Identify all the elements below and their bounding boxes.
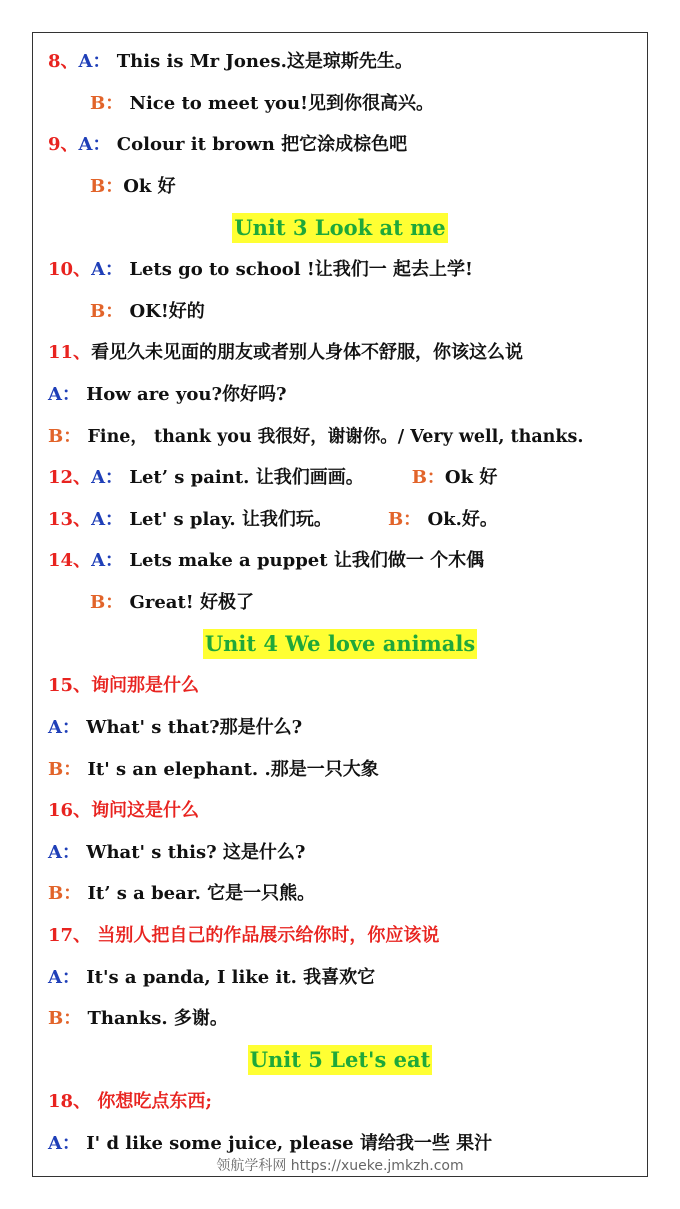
speaker-b: B： xyxy=(90,93,124,114)
line-text: It' s an elephant. .那是一只大象 xyxy=(87,759,379,780)
unit-3-heading xyxy=(0,213,680,245)
line-text: Thanks. 多谢。 xyxy=(87,1008,228,1029)
speaker-a: A： xyxy=(78,51,111,72)
item-number: 10、 xyxy=(48,259,92,280)
dialogue-line-14b xyxy=(90,587,254,619)
item-number: 16、 xyxy=(48,800,92,821)
speaker-a: A： xyxy=(78,134,111,155)
item-number: 14、 xyxy=(48,550,92,571)
line-text: Lets make a puppet 让我们做一 个木偶 xyxy=(129,550,485,571)
line-text: It’ s a bear. 它是一只熊。 xyxy=(87,883,316,904)
question-line-16 xyxy=(48,795,199,827)
speaker-b: B： xyxy=(90,301,124,322)
line-text: Lets go to school !让我们一 起去上学! xyxy=(129,259,473,280)
line-text: Great! 好极了 xyxy=(129,592,254,613)
speaker-b: B： xyxy=(90,592,124,613)
speaker-b: B： xyxy=(48,1008,82,1029)
line-text: Nice to meet you!见到你很高兴。 xyxy=(129,93,435,114)
item-number: 8、 xyxy=(48,51,79,72)
unit-title: Unit 5 Let's eat xyxy=(248,1045,433,1075)
item-number: 12、 xyxy=(48,467,92,488)
line-text: Fine， thank you 我很好，谢谢你。/ Very well, thanks. xyxy=(87,427,584,447)
item-number: 17、 xyxy=(48,925,92,946)
line-text-b: Ok.好。 xyxy=(427,509,498,530)
question-line-15 xyxy=(48,670,199,702)
speaker-a: A： xyxy=(48,384,80,405)
item-number: 11、 xyxy=(48,342,92,363)
speaker-b: B： xyxy=(387,509,422,530)
speaker-a: A： xyxy=(91,467,124,488)
unit-title: Unit 3 Look at me xyxy=(232,213,447,243)
line-text: What' s this? 这是什么? xyxy=(86,842,306,863)
dialogue-line-13 xyxy=(48,504,498,536)
line-text: It's a panda, I like it. 我喜欢它 xyxy=(86,967,376,988)
unit-5-heading xyxy=(0,1045,680,1077)
dialogue-line-15a xyxy=(48,712,302,744)
question-line-17 xyxy=(48,920,439,952)
speaker-a: A： xyxy=(91,259,124,280)
dialogue-line-10a xyxy=(48,254,473,286)
dialogue-line-9a xyxy=(48,129,407,161)
line-text-a: Let' s play. 让我们玩。 xyxy=(129,509,332,530)
line-text: This is Mr Jones.这是琼斯先生。 xyxy=(116,51,413,72)
line-text: What' s that?那是什么? xyxy=(86,717,303,738)
dialogue-line-14a xyxy=(48,545,484,577)
question-line-18 xyxy=(48,1086,212,1118)
item-number: 18、 xyxy=(48,1091,92,1112)
item-number: 15、 xyxy=(48,675,92,696)
speaker-a: A： xyxy=(48,842,80,863)
unit-title: Unit 4 We love animals xyxy=(203,629,477,659)
speaker-b: B： xyxy=(90,176,124,197)
dialogue-line-8a xyxy=(48,46,413,78)
speaker-a: A： xyxy=(91,509,124,530)
line-text: 询问那是什么 xyxy=(91,675,200,696)
dialogue-line-9b xyxy=(90,171,176,203)
line-text: Ok 好 xyxy=(123,176,176,197)
speaker-a: A： xyxy=(48,717,80,738)
footer-watermark: 领航学科网 https://xueke.jmkzh.com xyxy=(216,1158,464,1174)
speaker-b: B： xyxy=(48,426,82,447)
unit-4-heading xyxy=(0,629,680,661)
speaker-a: A： xyxy=(48,967,80,988)
speaker-a: A： xyxy=(91,550,124,571)
line-text: 看见久未见面的朋友或者别人身体不舒服，你该这么说 xyxy=(91,342,524,363)
dialogue-line-11b xyxy=(48,421,583,453)
speaker-b: B： xyxy=(48,759,82,780)
dialogue-line-12 xyxy=(48,462,497,494)
line-text: I' d like some juice, please 请给我一些 果汁 xyxy=(86,1133,493,1154)
line-text: 你想吃点东西; xyxy=(97,1091,212,1112)
dialogue-line-15b xyxy=(48,754,379,786)
dialogue-line-16b xyxy=(48,878,315,910)
item-number: 9、 xyxy=(48,134,79,155)
dialogue-line-17b xyxy=(48,1003,228,1035)
dialogue-line-11a xyxy=(48,379,287,411)
dialogue-line-8b xyxy=(90,88,434,120)
speaker-b: B： xyxy=(48,883,82,904)
speaker-a: A： xyxy=(48,1133,80,1154)
dialogue-line-10b xyxy=(90,296,205,328)
line-text: 当别人把自己的作品展示给你时，你应该说 xyxy=(97,925,440,946)
line-text-a: Let’ s paint. 让我们画画。 xyxy=(129,467,364,488)
question-line-11 xyxy=(48,337,523,369)
line-text: How are you?你好吗? xyxy=(86,384,287,405)
dialogue-line-16a xyxy=(48,837,305,869)
line-text: Colour it brown 把它涂成棕色吧 xyxy=(116,134,408,155)
line-text: OK!好的 xyxy=(129,301,205,322)
speaker-b: B： xyxy=(411,467,445,488)
line-text-b: Ok 好 xyxy=(444,467,498,488)
item-number: 13、 xyxy=(48,509,92,530)
line-text: 询问这是什么 xyxy=(91,800,200,821)
dialogue-line-17a xyxy=(48,962,375,994)
